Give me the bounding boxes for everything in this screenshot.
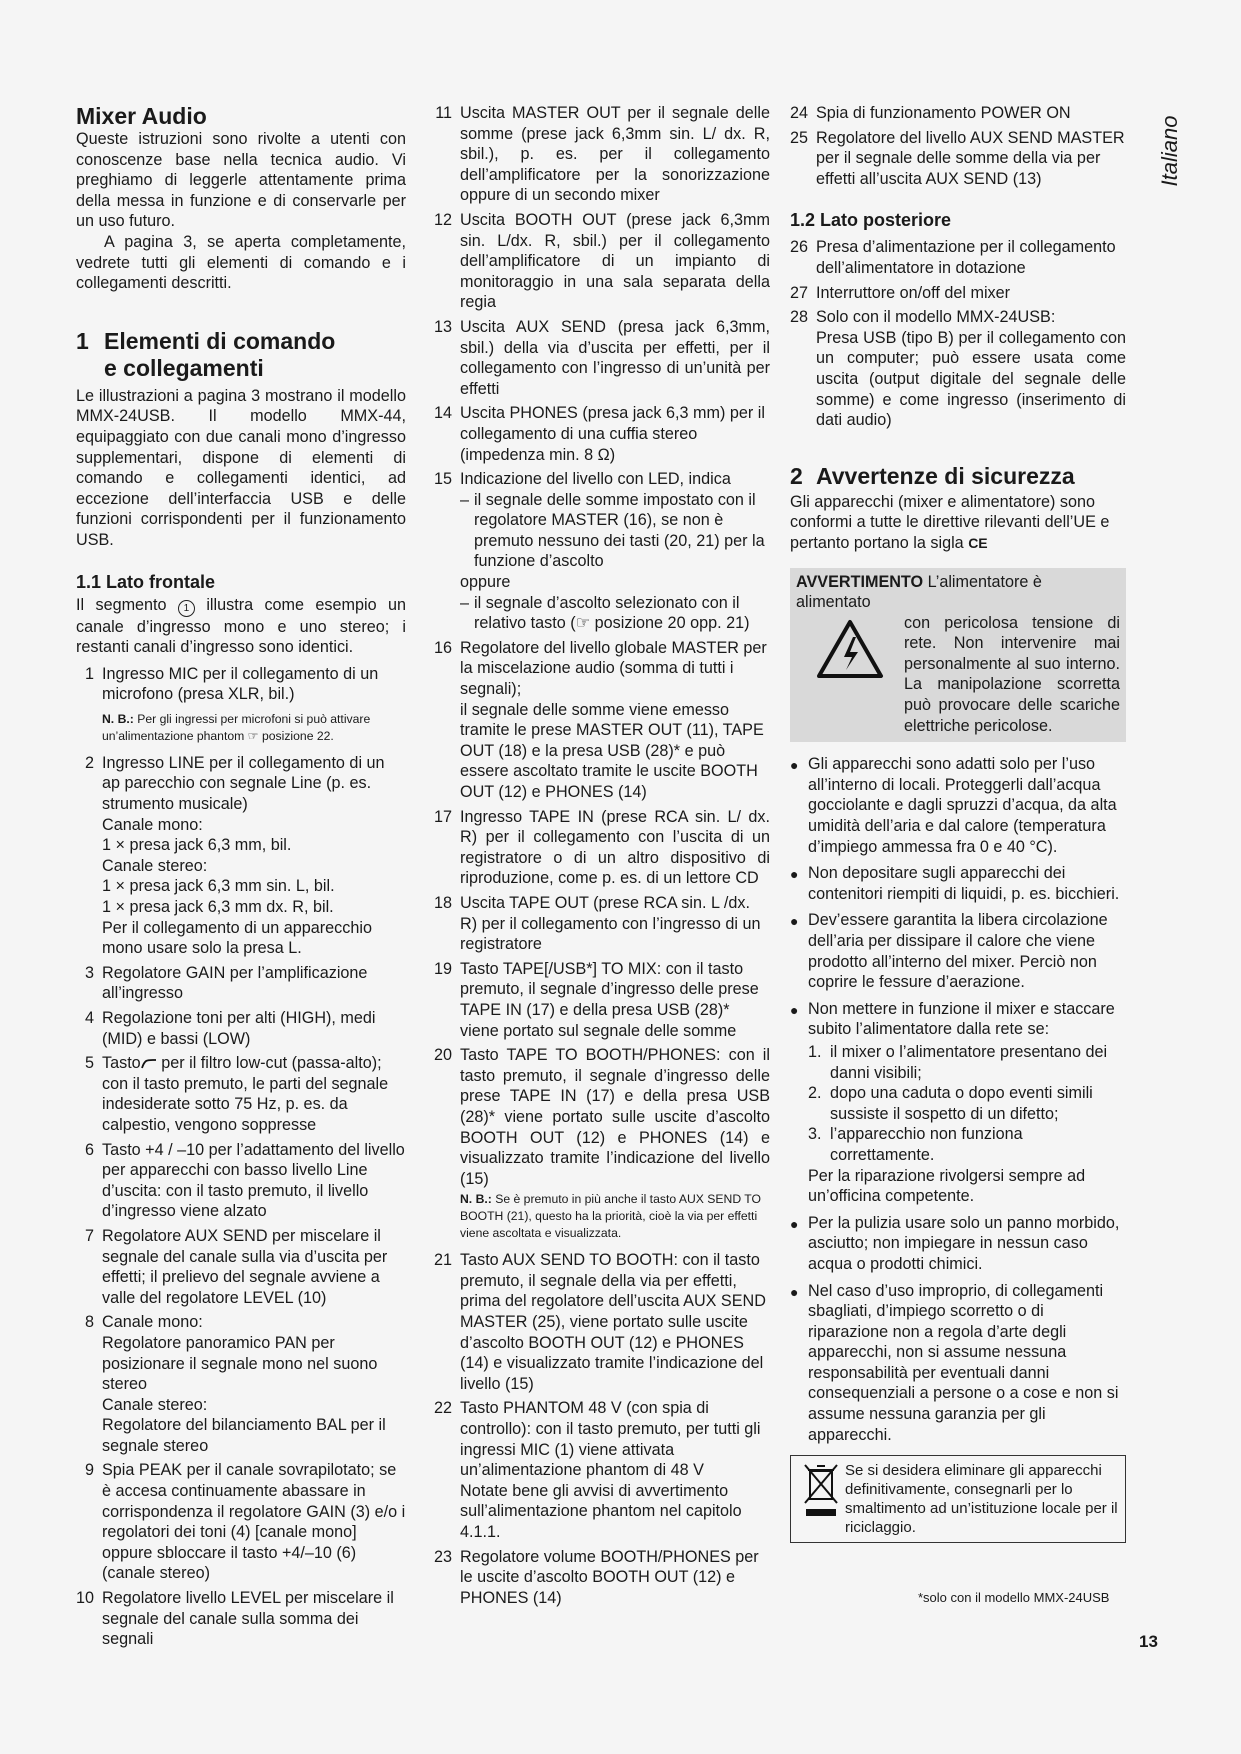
- section-1-number: 1: [76, 327, 89, 354]
- list-item: 24 Spia di funzionamento POWER ON: [790, 104, 1071, 122]
- bullet-item: ● Non depositare sugli apparecchi dei contenitori riempiti di liquidi, p. es. bicchieri.: [790, 864, 1120, 903]
- section-1-title-b: e collegamenti: [104, 354, 264, 381]
- subsection-1-2-title: 1.2 Lato posteriore: [790, 210, 952, 231]
- column-3: [790, 103, 1126, 1543]
- list-item: 27 Interruttore on/off del mixer: [790, 283, 1011, 302]
- list-item: 16 Regolatore del livello globale MASTER per la miscelazione audio (somma di tutti i segnali); il segnale delle somme viene emesso tramite le prese MASTER OUT (11), TAPE OUT (18) e la presa USB (28)* e può essere ascoltato tramite le uscite BOOTH OUT (12) e PHONES (14): [434, 638, 767, 801]
- warning-box: AVVERTIMENTO L’alimentatore è alimentato con pericolosa tensione di rete. Non intervenire mai personalmente al suo interno. La manipolazione scorretta può provocare delle scariche elettriche pericolose.: [790, 568, 1126, 743]
- ce-mark: CE: [968, 534, 988, 551]
- list-item: 12 Uscita BOOTH OUT (prese jack 6,3mm sin. L/dx. R, sbil.) per il collegamento dell’amplificatore di un impianto di monitoraggio in una sala separata della regia: [434, 210, 770, 312]
- section-2-title: Avvertenze di sicurezza: [816, 462, 1075, 489]
- intro-text-2: A pagina 3, se aperta completamente, vedrete tutti gli elementi di comando e i collegamenti descritti.: [76, 232, 406, 293]
- page-title: Mixer Audio: [76, 103, 207, 129]
- section-2-heading: [790, 463, 1126, 490]
- lowcut-icon: [141, 1054, 157, 1066]
- list-item: 9 Spia PEAK per il canale sovrapilotato; se è accesa continuamente abassare in corrispondenza il regolatore GAIN (3) e/o i regolatori dei toni (4) [canale mono] oppure sbloccare il tasto +4/–10 (6) (canale stereo): [84, 1461, 406, 1583]
- list-item: 26 Presa d’alimentazione per il collegamento dell’alimentatore in dotazione: [790, 238, 1116, 277]
- bullet-item: ● Non mettere in funzione il mixer e staccare subito l’alimentatore dalla rete se: 1. il mixer o l’alimentatore presentano dei danni visibili; 2. dopo una caduta o dopo eventi simili sussiste il sospetto di un difetto; 3. l’apparecchio non funziona correttamente. Per la riparazione rivolgersi sempre ad un’officina competente.: [790, 999, 1115, 1206]
- list-item: 25 Regolatore del livello AUX SEND MASTER per il segnale delle somme della via per effetti all’uscita AUX SEND (13): [790, 128, 1125, 188]
- list-item: 22 Tasto PHANTOM 48 V (con spia di controllo): con il tasto premuto, per tutti gli ingressi MIC (1) viene attivata un’alimentazione phantom di 48 V Notate bene gli avvisi di avvertimento sull’alimentazione phantom nel capitolo 4.1.1.: [434, 1399, 761, 1541]
- list-item: 14 Uscita PHONES (presa jack 6,3 mm) per il collegamento di una cuffia stereo (impedenza min. 8 Ω): [434, 404, 765, 464]
- bullet-item: ● Per la pulizia usare solo un panno morbido, asciutto; non impiegare in nessun caso acqua o prodotti chimici.: [790, 1213, 1120, 1273]
- section-2-number: 2: [790, 462, 803, 489]
- list-item: 2 Ingresso LINE per il collegamento di un ap parecchio con segnale Line (p. es. strumento musicale) Canale mono: 1 × presa jack 6,3 mm, bil. Canale stereo: 1 × presa jack 6,3 mm sin. L, bil. 1 × presa jack 6,3 mm dx. R, bil. Per il collegamento di un apparecchio mono usare solo la presa L.: [84, 753, 385, 958]
- high-voltage-icon: [796, 613, 904, 737]
- list-item: 13 Uscita AUX SEND (presa jack 6,3mm, sbil.) della via d’uscita per effetti, per il collegamento con l’ingresso di un’unità per effetti: [434, 317, 770, 398]
- list-item: 11 Uscita MASTER OUT per il segnale delle somme (prese jack 6,3mm sin. L/ dx. R, sbil.), p. es. per il collegamento dell’amplificatore per la sonorizzazione oppure di un secondo mixer: [435, 104, 770, 205]
- column-1: [76, 103, 406, 1654]
- crossed-bin-icon: [797, 1461, 845, 1537]
- list-item: 28 Solo con il modello MMX-24USB: Presa USB (tipo B) per il collegamento con un computer; può essere usata come uscita (output digitale del segnale delle somme) e come ingresso (inserimento di dati audio): [790, 308, 1126, 430]
- subsection-1-1-title: 1.1 Lato frontale: [76, 571, 216, 592]
- section-1-title-a: Elementi di comando: [104, 327, 336, 354]
- list-item: 18 Uscita TAPE OUT (prese RCA sin. L /dx. R) per il collegamento con l’ingresso di un registratore: [434, 893, 761, 954]
- warning-text: con pericolosa tensione di rete. Non intervenire mai personalmente al suo interno. La manipolazione scorretta può provocare delle scariche elettriche pericolose.: [904, 613, 1120, 735]
- language-tab: [1155, 106, 1185, 196]
- list-item: 6 Tasto +4 / –10 per l’adattamento del livello per apparecchi con basso livello Line d’uscita: con il tasto premuto, il livello d’ingresso viene alzato: [84, 1140, 405, 1221]
- section-1-text: Le illustrazioni a pagina 3 mostrano il modello MMX-24USB. Il modello MMX-44, equipaggiato con due canali mono d’ingresso supplementari, dispone di elementi di comando e collegamenti identici, ad eccezione dell’interfaccia USB e delle funzioni corrispondenti per il funzionamento USB.: [76, 386, 406, 549]
- disposal-box: [790, 1455, 1126, 1543]
- list-item: 15 Indicazione del livello con LED, indica – il segnale delle somme impostato con il regolatore MASTER (16), se non è premuto nessuno dei tasti (20, 21) per la funzione d’ascolto oppure – il segnale d’ascolto selezionato con il relativo tasto (☞ posizione 20 opp. 21): [434, 470, 765, 633]
- section-1-heading: [76, 328, 406, 382]
- bullet-item: ● Nel caso d’uso improprio, di collegamenti sbagliati, d’impiego scorretto o di riparazione non a regola d’arte degli apparecchi, non si assume nessuna responsabilità per eventuali danni consequenziali a persone o a cose e non si assume nessuna garanzia per gli apparecchi.: [790, 1281, 1119, 1444]
- list-item: 20 Tasto TAPE TO BOOTH/PHONES: con il tasto premuto, il segnale d’ingresso delle prese TAPE IN (17) e della presa USB (28)* viene portato sulle uscite d’ascolto BOOTH OUT (12) e PHONES (14) e visualizzato tramite l’indicazione del livello (15) N. B.: Se è premuto in più anche il tasto AUX SEND TO BOOTH (21), questo ha la priorità, cioè la via per effetti viene ascoltata e visualizzata.: [434, 1046, 770, 1241]
- list-item: 23 Regolatore volume BOOTH/PHONES per le uscite d’ascolto BOOTH OUT (12) e PHONES (14): [434, 1547, 759, 1607]
- section-2-text: Gli apparecchi (mixer e alimentatore) sono conformi a tutte le direttive rilevanti dell’UE e pertanto portano la sigla CE: [790, 492, 1110, 552]
- list-item: 5 Tasto per il filtro low-cut (passa-alto); con il tasto premuto, le parti del segnale indesiderate sotto 75 Hz, p. es. da calpestio, vengono soppresse: [84, 1054, 389, 1134]
- footnote: *solo con il modello MMX-24USB: [918, 1590, 1110, 1605]
- language-label: Italiano: [1157, 115, 1182, 187]
- list-item: 19 Tasto TAPE[/USB*] TO MIX: con il tasto premuto, il segnale d’ingresso delle prese TAPE IN (17) e della presa USB (28)* viene portato sul segnale delle somme: [434, 959, 759, 1040]
- warning-label: AVVERTIMENTO: [796, 572, 924, 591]
- list-item: 17 Ingresso TAPE IN (prese RCA sin. L/ dx. R) per il collegamento con l’uscita di un registratore o di un altro dispositivo di riproduzione, come p. es. di un lettore CD: [434, 807, 770, 888]
- list-item: 8 Canale mono: Regolatore panoramico PAN per posizionare il segnale mono nel suono stereo Canale stereo: Regolatore del bilanciamento BAL per il segnale stereo: [84, 1313, 386, 1455]
- note: N. B.: Se è premuto in più anche il tasto AUX SEND TO BOOTH (21), questo ha la priorità, cioè la via per effetti viene ascoltata e visualizzata.: [460, 1192, 761, 1241]
- subsection-1-1-text: Il segmento 1 illustra come esempio un canale d’ingresso mono e uno stereo; i restanti canali d’ingresso sono identici.: [76, 595, 406, 657]
- page-number: 13: [1139, 1632, 1158, 1651]
- column-2: [434, 103, 770, 1612]
- disposal-text: Se si desidera eliminare gli apparecchi definitivamente, consegnarli per lo smaltimento ad un’istituzione locale per il riciclaggio.: [845, 1462, 1118, 1537]
- intro-text: Queste istruzioni sono rivolte a utenti con conoscenze base nella tecnica audio. Vi preghiamo di leggerle attentamente prima della messa in funzione e di conservarle per un uso futuro.: [76, 130, 406, 231]
- note: N. B.: Per gli ingressi per microfoni si può attivare un’alimentazione phantom ☞ posizione 22.: [102, 711, 371, 743]
- list-item: 21 Tasto AUX SEND TO BOOTH: con il tasto premuto, il segnale della via per effetti, prima del regolatore dell’uscita AUX SEND MASTER (25), viene portato sulle uscite d’ascolto BOOTH OUT (12) e PHONES (14) e visualizzato tramite l’indicazione del livello (15): [434, 1251, 766, 1393]
- list-item: 7 Regolatore AUX SEND per miscelare il segnale del canale sulla via d’uscita per effetti; il prelievo del segnale avviene a valle del regolatore LEVEL (10): [84, 1226, 388, 1307]
- list-item: 1 Ingresso MIC per il collegamento di un microfono (presa XLR, bil.) N. B.: Per gli ingressi per microfoni si può attivare un’alimentazione phantom ☞ posizione 22.: [76, 664, 406, 749]
- list-item: 10 Regolatore livello LEVEL per miscelare il segnale del canale sulla somma dei segnali: [76, 1589, 394, 1649]
- list-item: 4 Regolazione toni per alti (HIGH), medi (MID) e bassi (LOW): [84, 1009, 376, 1048]
- bullet-item: ● Dev’essere garantita la libera circolazione dell’aria per dissipare il calore che viene prodotto all’interno del mixer. Perciò non coprire le fessure d’aerazione.: [790, 911, 1108, 992]
- bullet-item: ● Gli apparecchi sono adatti solo per l’uso all’interno di locali. Proteggerli dall’acqua gocciolante e dagli spruzzi d’acqua, da alta umidità dell’aria e dal calore (temperatura d’impiego ammessa fra 0 e 40 °C).: [790, 755, 1117, 856]
- circled-number-icon: 1: [178, 600, 195, 617]
- list-item: 3 Regolatore GAIN per l’amplificazione all’ingresso: [84, 963, 368, 1003]
